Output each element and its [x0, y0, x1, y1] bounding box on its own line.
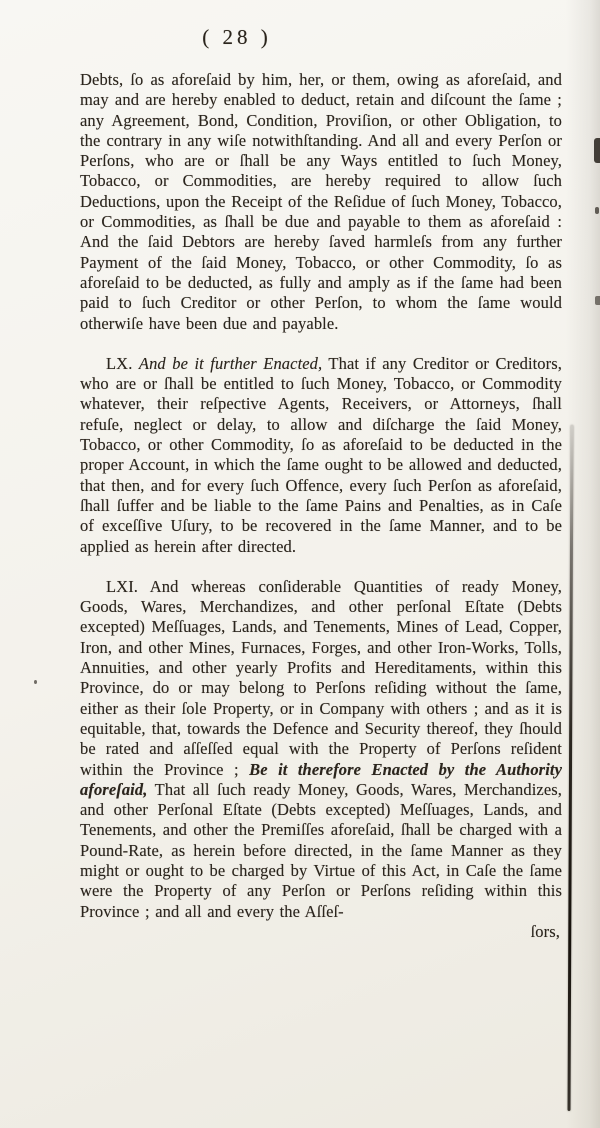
text-segment: That if any Creditor or Creditors, who are or ſhall be entitled to ſuch Money, Tobacco, or Commodity whatever, their reſpective Agents, Receivers, or Attorneys, ſhall refuſe, neglect or delay, to allow and diſcharge the ſaid Money, Tobacco, or other Commodity, ſo as aforeſaid to be deducted in the proper Account, in which the ſame ought to be allowed and deducted, that then, and for every ſuch Offence, every ſuch Perſon as aforeſaid, ſhall ſuffer and be liable to the ſame Pains and Penalties, as in Caſe of exceſſive Uſury, to be recovered in the ſame Manner, and to be applied as herein after directed. — [80, 353, 563, 556]
paper-speck — [34, 680, 37, 684]
text-segment: And be it further Enacted, — [138, 353, 323, 373]
text-segment: LXI. And whereas conſiderable Quantities of ready Money, Goods, Wares, Merchandizes, and other perſonal Eſtate (Debts excepted) Meſſuages, Lands, and Tenements, Mines of Lead, Copper, Iron, and other Mines, Furnaces, Forges, and other Iron-Works, Tolls, Annuities, and other yearly Profits and Hereditaments, within this Province, do or may belong to Perſons reſiding without the ſame, either as their ſole Property, or in Company with others ; and as it is equitable, that, towards the Defence and Security thereof, they ſhould be rated and aſſeſſed equal with the Property of Perſons reſident within the Province ; — [80, 576, 562, 779]
text-segment: LX. — [106, 353, 139, 373]
scan-edge-mark — [595, 296, 600, 305]
text-segment: Be it therefore Enacted by the Authority aforeſaid, — [80, 759, 562, 799]
paragraph-2 — [80, 354, 562, 557]
catchword: ſors, — [530, 921, 560, 941]
page-number: ( 28 ) — [202, 25, 272, 49]
paragraph-1 — [80, 70, 562, 334]
text-block — [80, 70, 562, 942]
paragraph-3 — [80, 577, 562, 922]
scan-edge-mark — [594, 138, 600, 163]
text-segment: Debts, ſo as aforeſaid by him, her, or them, owing as aforeſaid, and may and are hereby enabled to deduct, retain and diſcount the ſame ; any Agreement, Bond, Condition, Proviſion, or other Obligation, to the contrary in any wiſe notwithſtanding. And all and every Perſon or Perſons, who are or ſhall be any Ways entitled to ſuch Money, Tobacco, or Commodities, are hereby required to allow ſuch Deductions, upon the Receipt of the Reſidue of ſuch Money, Tobacco, or Commodities, as ſhall be due and payable to them as aforeſaid : And the ſaid Debtors are hereby ſaved harmleſs from any further Payment of the ſaid Money, Tobacco, or other Commodity, ſo as aforeſaid to be deducted, as fully and amply as if the ſame had been paid to ſuch Creditor or other Perſon, to whom the ſame would otherwiſe have been due and payable. — [80, 70, 562, 333]
paragraphs — [80, 70, 562, 922]
text-segment: That all ſuch ready Money, Goods, Wares, Merchandizes, and other Perſonal Eſtate (Debts excepted) Meſſuages, Lands, and Tenements, and other the Premiſſes aforeſaid, ſhall be charged with a Pound-Rate, as herein before directed, in the ſame Manner as they might or ought to be charged by Virtue of this Act, in Caſe the ſame were the Property of any Perſon or Perſons reſiding within this Province ; and all and every the Aſſeſ- — [80, 779, 562, 921]
scan-edge-mark — [595, 207, 599, 214]
binding-shadow-line — [567, 425, 572, 1111]
